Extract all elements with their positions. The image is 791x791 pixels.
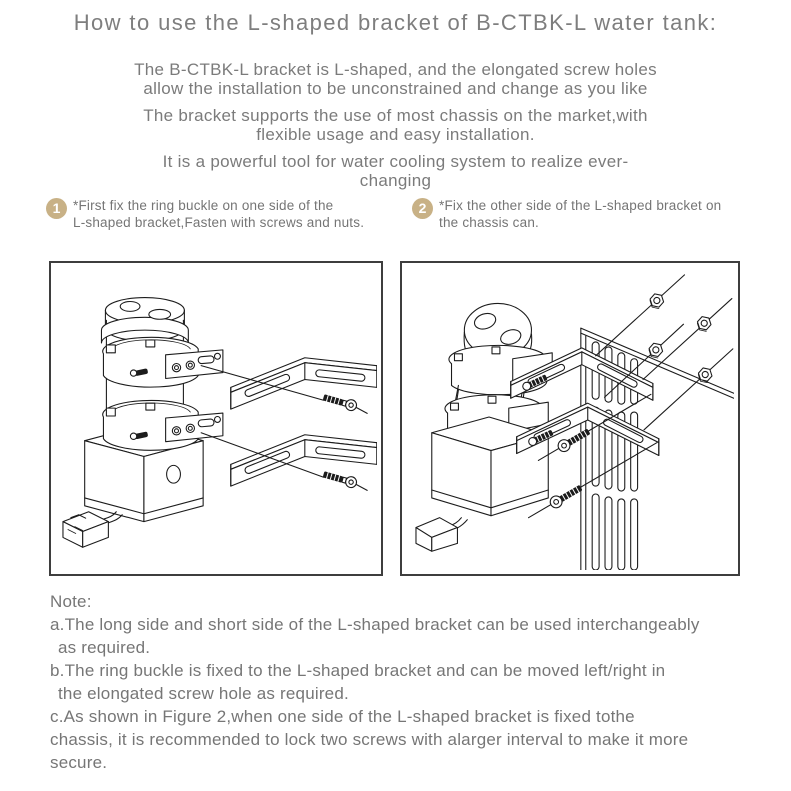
note-heading: Note:: [50, 592, 92, 611]
figure-2-box: [400, 261, 740, 576]
step-1: [46, 197, 398, 231]
figure-2-illustration: [402, 263, 734, 570]
intro-paragraph-2: [0, 106, 791, 144]
intro-line: changing: [359, 171, 432, 190]
note-line: secure.: [50, 753, 108, 772]
note-line: the elongated screw hole as required.: [58, 684, 349, 703]
intro-line: allow the installation to be unconstrained and change as you like: [143, 79, 648, 98]
page-title: How to use the L-shaped bracket of B-CTBK-L water tank:: [73, 10, 718, 35]
step-2-badge: 2: [412, 198, 433, 219]
port-outlet: [149, 309, 171, 319]
power-cable: [63, 512, 122, 548]
note-line: as required.: [58, 638, 151, 657]
intro-line: The B-CTBK-L bracket is L-shaped, and the elongated screw holes: [134, 60, 657, 79]
step-1-badge: 1: [46, 198, 67, 219]
pump-assembly: [416, 303, 552, 551]
step-2: [412, 197, 764, 231]
intro-paragraph-1: [0, 60, 791, 98]
step-line: *First fix the ring buckle on one side of the: [73, 198, 334, 213]
intro-paragraph-3: [0, 152, 791, 190]
step-line: L-shaped bracket,Fasten with screws and nuts.: [73, 215, 365, 230]
intro-paragraphs: [0, 60, 791, 198]
ring-buckle-bottom: [103, 400, 223, 450]
figure-1-illustration: [51, 263, 377, 570]
note-line: c.As shown in Figure 2,when one side of the L-shaped bracket is fixed tothe: [50, 707, 635, 726]
ring-buckle-top: [103, 337, 223, 387]
figure-1-box: [49, 261, 383, 576]
port-inlet: [120, 301, 140, 311]
step-line: the chassis can.: [439, 215, 540, 230]
note-line: a.The long side and short side of the L-shaped bracket can be used interchangeably: [50, 615, 700, 634]
step-2-text: [439, 197, 764, 231]
screw: [548, 482, 584, 510]
screw: [322, 392, 370, 415]
intro-line: The bracket supports the use of most chassis on the market,with: [143, 106, 648, 125]
intro-line: It is a powerful tool for water cooling system to realize ever-: [162, 152, 629, 171]
step-line: *Fix the other side of the L-shaped bracket on: [439, 198, 722, 213]
step-1-text: [73, 197, 398, 231]
intro-line: flexible usage and easy installation.: [256, 125, 535, 144]
note-section: [50, 590, 756, 774]
note-line: chassis, it is recommended to lock two screws with alarger interval to make it more: [50, 730, 689, 749]
nut-leader-line: [596, 275, 685, 356]
note-line: b.The ring buckle is fixed to the L-shaped bracket and can be moved left/right in: [50, 661, 666, 680]
nut-leader-line: [643, 299, 732, 380]
screw: [322, 469, 370, 492]
